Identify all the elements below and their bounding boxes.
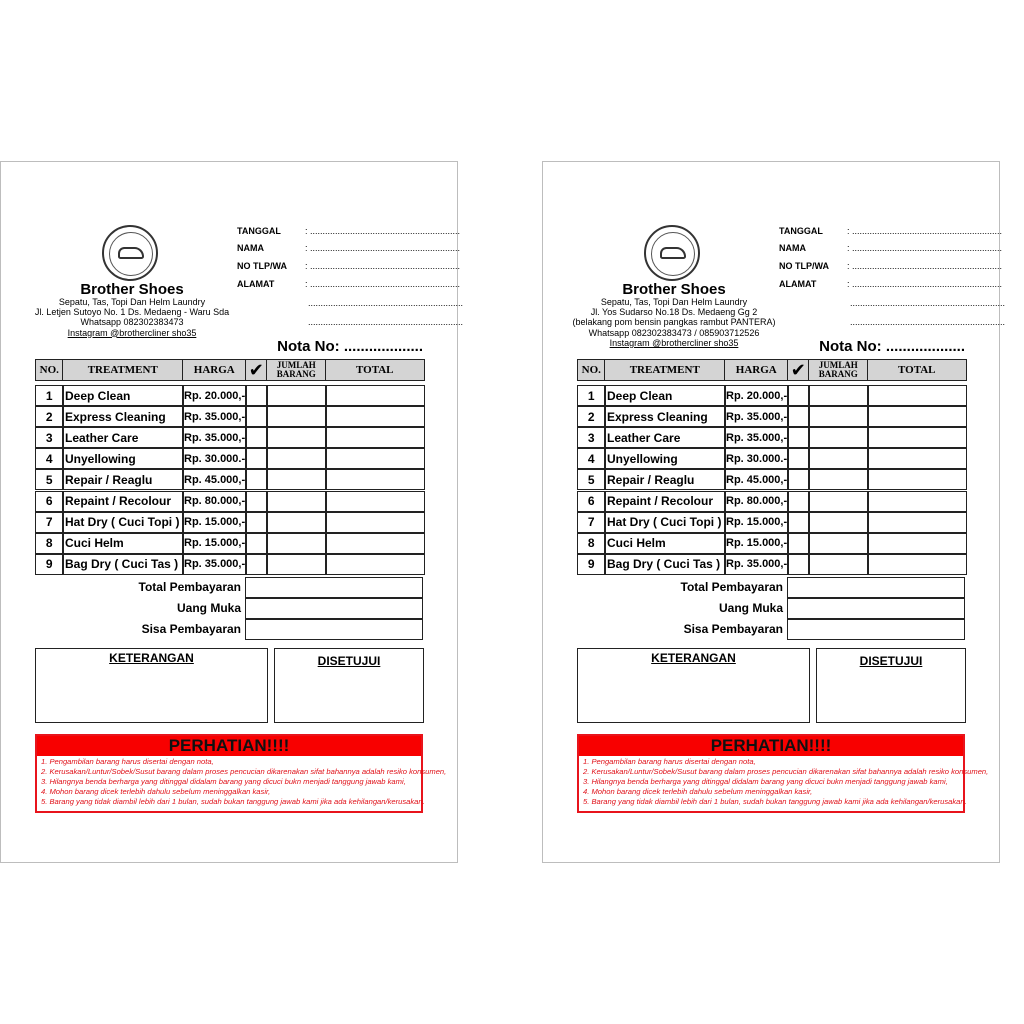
price: Rp. 30.000.- — [182, 448, 247, 469]
check-cell[interactable] — [245, 491, 268, 512]
column-header: ✔ — [245, 359, 268, 381]
keterangan-box[interactable] — [577, 648, 810, 723]
check-cell[interactable] — [787, 469, 810, 490]
row-number: 5 — [577, 469, 606, 490]
quantity-cell[interactable] — [266, 469, 327, 490]
price: Rp. 35.000,- — [724, 554, 789, 575]
field-label: NO TLP/WA — [779, 261, 829, 271]
summary-input[interactable] — [245, 577, 423, 598]
quantity-cell[interactable] — [808, 533, 869, 554]
warning-panel — [35, 734, 447, 813]
row-number: 4 — [35, 448, 64, 469]
treatment-name: Deep Clean — [62, 385, 184, 406]
check-cell[interactable] — [787, 427, 810, 448]
price: Rp. 15.000,- — [182, 512, 247, 533]
address-line: Whatsapp 082302383473 — [80, 317, 184, 328]
treatment-name: Repaint / Recolour — [62, 491, 184, 512]
summary-label: Total Pembayaran — [138, 580, 241, 594]
summary-label: Total Pembayaran — [680, 580, 783, 594]
column-header: TREATMENT — [604, 359, 726, 381]
treatment-name: Express Cleaning — [604, 406, 726, 427]
field-label: ALAMAT — [237, 279, 275, 289]
quantity-cell[interactable] — [266, 448, 327, 469]
quantity-cell[interactable] — [266, 491, 327, 512]
check-cell[interactable] — [245, 469, 268, 490]
check-cell[interactable] — [245, 512, 268, 533]
column-header: ✔ — [787, 359, 810, 381]
receipt-left — [0, 161, 464, 863]
check-cell[interactable] — [245, 385, 268, 406]
total-cell[interactable] — [867, 491, 967, 512]
field-input-extra[interactable]: .............................................................. — [850, 317, 1006, 327]
total-cell[interactable] — [325, 427, 425, 448]
field-label: NAMA — [237, 243, 264, 253]
keterangan-label: KETERANGAN — [109, 651, 194, 665]
check-cell[interactable] — [787, 406, 810, 427]
row-number: 1 — [577, 385, 606, 406]
treatment-name: Express Cleaning — [62, 406, 184, 427]
total-cell[interactable] — [325, 385, 425, 406]
brand-logo-icon — [102, 225, 158, 281]
row-number: 1 — [35, 385, 64, 406]
address-line: Jl. Letjen Sutoyo No. 1 Ds. Medaeng - Waru Sda — [34, 307, 230, 318]
check-cell[interactable] — [245, 554, 268, 575]
quantity-cell[interactable] — [808, 554, 869, 575]
treatment-name: Unyellowing — [604, 448, 726, 469]
price: Rp. 35.000,- — [724, 406, 789, 427]
column-header: TOTAL — [325, 359, 425, 381]
treatment-name: Cuci Helm — [62, 533, 184, 554]
quantity-cell[interactable] — [266, 554, 327, 575]
summary-input[interactable] — [787, 598, 965, 619]
field-label: TANGGAL — [779, 226, 823, 236]
row-number: 9 — [35, 554, 64, 575]
field-label: NO TLP/WA — [237, 261, 287, 271]
field-input-extra[interactable]: .............................................................. — [850, 298, 1006, 308]
receipt-right — [542, 161, 1006, 863]
field-input-extra[interactable]: .............................................................. — [308, 317, 464, 327]
price: Rp. 80.000,- — [182, 491, 247, 512]
price: Rp. 35.000,- — [182, 427, 247, 448]
treatment-name: Bag Dry ( Cuci Tas ) — [604, 554, 726, 575]
price: Rp. 30.000.- — [724, 448, 789, 469]
column-header: HARGA — [724, 359, 789, 381]
warning-item: 1. Pengambilan barang harus disertai dengan nota, — [41, 757, 214, 766]
field-input-extra[interactable]: .............................................................. — [308, 298, 464, 308]
column-header: TOTAL — [867, 359, 967, 381]
quantity-cell[interactable] — [808, 406, 869, 427]
check-cell[interactable] — [245, 427, 268, 448]
disetujui-label: DISETUJUI — [317, 654, 381, 668]
quantity-cell[interactable] — [808, 469, 869, 490]
row-number: 2 — [35, 406, 64, 427]
row-number: 4 — [577, 448, 606, 469]
total-cell[interactable] — [867, 469, 967, 490]
address-line: Instagram @brothercliner sho35 — [609, 337, 739, 348]
warning-item: 5. Barang yang tidak diambil lebih dari 1 bulan, sudah bukan tanggung jawab kami jika ada kehilangan/kerusakan. — [41, 797, 425, 806]
warning-item: 3. Hilangnya benda berharga yang ditinggal didalam barang yang dicuci bukn menjadi tanggung jawab kami, — [41, 777, 406, 786]
keterangan-label: KETERANGAN — [651, 651, 736, 665]
row-number: 6 — [577, 491, 606, 512]
keterangan-box[interactable] — [35, 648, 268, 723]
address-line: (belakang pom bensin pangkas rambut PANTERA) — [572, 317, 776, 328]
total-cell[interactable] — [325, 554, 425, 575]
warning-list — [37, 756, 447, 807]
quantity-cell[interactable] — [266, 512, 327, 533]
total-cell[interactable] — [325, 448, 425, 469]
check-cell[interactable] — [787, 448, 810, 469]
shop-address — [1, 297, 263, 338]
shop-address — [543, 297, 805, 348]
check-cell[interactable] — [787, 512, 810, 533]
disetujui-label: DISETUJUI — [859, 654, 923, 668]
nota-number: Nota No: ................... — [819, 338, 965, 355]
treatment-name: Hat Dry ( Cuci Topi ) — [62, 512, 184, 533]
treatment-name: Hat Dry ( Cuci Topi ) — [604, 512, 726, 533]
warning-item: 4. Mohon barang dicek terlebih dahulu sebelum meninggalkan kasir, — [41, 787, 271, 796]
row-number: 3 — [35, 427, 64, 448]
warning-item: 2. Kerusakan/Luntur/Sobek/Susut barang dalam proses pencucian dikarenakan sifat bahannya adalah resiko konsumen, — [583, 767, 989, 776]
price: Rp. 20.000,- — [182, 385, 247, 406]
quantity-cell[interactable] — [808, 385, 869, 406]
total-cell[interactable] — [867, 406, 967, 427]
warning-panel — [577, 734, 989, 813]
address-line: Instagram @brothercliner sho35 — [67, 327, 197, 338]
total-cell[interactable] — [325, 512, 425, 533]
price: Rp. 35.000,- — [182, 406, 247, 427]
price: Rp. 45.000,- — [724, 469, 789, 490]
column-header: JUMLAH BARANG — [808, 359, 869, 381]
quantity-cell[interactable] — [266, 406, 327, 427]
warning-item: 1. Pengambilan barang harus disertai dengan nota, — [583, 757, 756, 766]
treatment-name: Repair / Reaglu — [604, 469, 726, 490]
summary-label: Sisa Pembayaran — [141, 622, 241, 636]
total-cell[interactable] — [867, 448, 967, 469]
shoe-icon — [660, 247, 686, 259]
quantity-cell[interactable] — [266, 427, 327, 448]
total-cell[interactable] — [325, 533, 425, 554]
summary-input[interactable] — [245, 598, 423, 619]
total-cell[interactable] — [325, 469, 425, 490]
summary-label: Sisa Pembayaran — [683, 622, 783, 636]
summary-label: Uang Muka — [176, 601, 241, 615]
check-cell[interactable] — [787, 554, 810, 575]
row-number: 9 — [577, 554, 606, 575]
treatment-name: Cuci Helm — [604, 533, 726, 554]
warning-list — [579, 756, 989, 807]
address-line: Sepatu, Tas, Topi Dan Helm Laundry — [58, 297, 206, 307]
price: Rp. 35.000,- — [724, 427, 789, 448]
warning-item: 5. Barang yang tidak diambil lebih dari 1 bulan, sudah bukan tanggung jawab kami jika ada kehilangan/kerusakan. — [583, 797, 967, 806]
address-line: Jl. Yos Sudarso No.18 Ds. Medaeng Gg 2 — [590, 307, 758, 318]
column-header: NO. — [35, 359, 64, 381]
price: Rp. 20.000,- — [724, 385, 789, 406]
price: Rp. 15.000,- — [724, 512, 789, 533]
price: Rp. 45.000,- — [182, 469, 247, 490]
disetujui-box[interactable] — [274, 648, 424, 723]
address-line: Sepatu, Tas, Topi Dan Helm Laundry — [600, 297, 748, 307]
check-cell[interactable] — [245, 448, 268, 469]
summary-label: Uang Muka — [718, 601, 783, 615]
quantity-cell[interactable] — [808, 427, 869, 448]
row-number: 8 — [577, 533, 606, 554]
field-input[interactable]: : ............................................................ — [847, 261, 1003, 271]
row-number: 6 — [35, 491, 64, 512]
quantity-cell[interactable] — [266, 533, 327, 554]
summary-input[interactable] — [787, 619, 965, 640]
warning-item: 2. Kerusakan/Luntur/Sobek/Susut barang dalam proses pencucian dikarenakan sifat bahannya adalah resiko konsumen, — [41, 767, 447, 776]
brand-name: Brother Shoes — [80, 281, 184, 298]
column-header: NO. — [577, 359, 606, 381]
row-number: 7 — [577, 512, 606, 533]
warning-title: PERHATIAN!!!! — [37, 736, 421, 756]
treatment-name: Unyellowing — [62, 448, 184, 469]
nota-number: Nota No: ................... — [277, 338, 423, 355]
brand-name: Brother Shoes — [622, 281, 726, 298]
quantity-cell[interactable] — [266, 385, 327, 406]
price: Rp. 15.000,- — [182, 533, 247, 554]
field-label: ALAMAT — [779, 279, 817, 289]
field-label: NAMA — [779, 243, 806, 253]
disetujui-box[interactable] — [816, 648, 966, 723]
total-cell[interactable] — [867, 554, 967, 575]
warning-item: 4. Mohon barang dicek terlebih dahulu sebelum meninggalkan kasir, — [583, 787, 813, 796]
check-cell[interactable] — [787, 491, 810, 512]
total-cell[interactable] — [867, 533, 967, 554]
summary-input[interactable] — [245, 619, 423, 640]
column-header: HARGA — [182, 359, 247, 381]
field-label: TANGGAL — [237, 226, 281, 236]
total-cell[interactable] — [867, 385, 967, 406]
summary-input[interactable] — [787, 577, 965, 598]
price: Rp. 15.000,- — [724, 533, 789, 554]
row-number: 3 — [577, 427, 606, 448]
treatment-name: Deep Clean — [604, 385, 726, 406]
total-cell[interactable] — [867, 427, 967, 448]
field-input[interactable]: : ............................................................ — [305, 279, 461, 289]
field-input[interactable]: : ............................................................ — [847, 243, 1003, 253]
quantity-cell[interactable] — [808, 512, 869, 533]
field-input[interactable]: : ............................................................ — [847, 226, 1003, 236]
check-cell[interactable] — [787, 533, 810, 554]
check-cell[interactable] — [245, 406, 268, 427]
quantity-cell[interactable] — [808, 491, 869, 512]
price: Rp. 80.000,- — [724, 491, 789, 512]
treatment-name: Repair / Reaglu — [62, 469, 184, 490]
brand-logo-icon — [644, 225, 700, 281]
total-cell[interactable] — [325, 491, 425, 512]
warning-title: PERHATIAN!!!! — [579, 736, 963, 756]
column-header: TREATMENT — [62, 359, 184, 381]
field-input[interactable]: : ............................................................ — [847, 279, 1003, 289]
row-number: 2 — [577, 406, 606, 427]
treatment-name: Repaint / Recolour — [604, 491, 726, 512]
address-line: Whatsapp 082302383473 / 085903712526 — [588, 327, 760, 338]
treatment-name: Bag Dry ( Cuci Tas ) — [62, 554, 184, 575]
row-number: 5 — [35, 469, 64, 490]
treatment-name: Leather Care — [604, 427, 726, 448]
total-cell[interactable] — [867, 512, 967, 533]
shoe-icon — [118, 247, 144, 259]
check-cell[interactable] — [245, 533, 268, 554]
field-input[interactable]: : ............................................................ — [305, 243, 461, 253]
treatment-name: Leather Care — [62, 427, 184, 448]
warning-item: 3. Hilangnya benda berharga yang ditinggal didalam barang yang dicuci bukn menjadi tanggung jawab kami, — [583, 777, 948, 786]
field-input[interactable]: : ............................................................ — [305, 226, 461, 236]
price: Rp. 35.000,- — [182, 554, 247, 575]
row-number: 7 — [35, 512, 64, 533]
column-header: JUMLAH BARANG — [266, 359, 327, 381]
quantity-cell[interactable] — [808, 448, 869, 469]
row-number: 8 — [35, 533, 64, 554]
check-cell[interactable] — [787, 385, 810, 406]
field-input[interactable]: : ............................................................ — [305, 261, 461, 271]
total-cell[interactable] — [325, 406, 425, 427]
